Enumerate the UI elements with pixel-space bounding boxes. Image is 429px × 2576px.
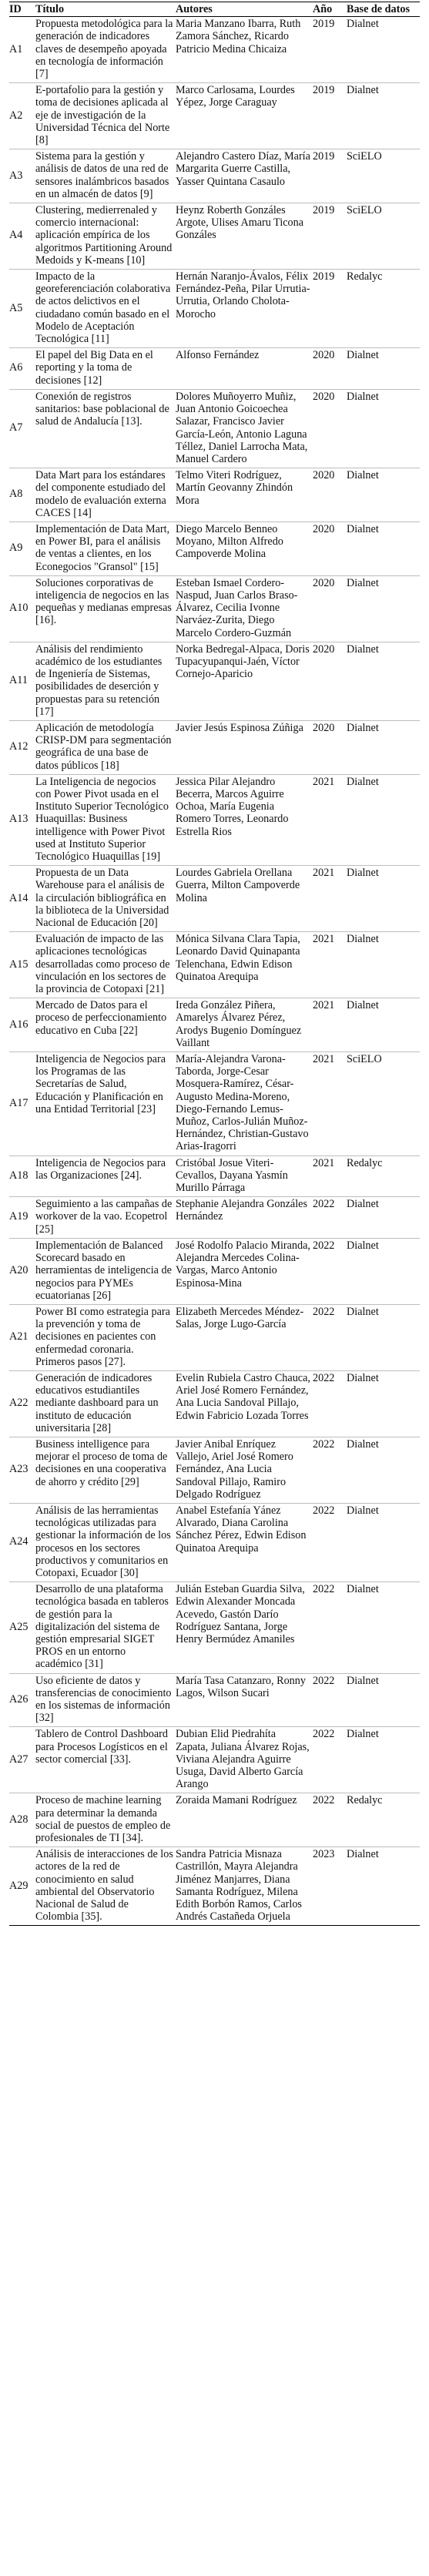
row-authors: Norka Bedregal-Alpaca, Doris Tupacyupanqui-Jaén, Víctor Cornejo-Aparicio <box>176 642 313 720</box>
row-id: A25 <box>9 1582 35 1673</box>
row-id: A12 <box>9 720 35 774</box>
row-authors: Jessica Pilar Alejandro Becerra, Marcos Aguirre Ochoa, María Eugenia Romero Torres, Leonardo Estrella Rios <box>176 774 313 865</box>
row-database: SciELO <box>347 203 420 270</box>
row-database: SciELO <box>347 1052 420 1156</box>
row-title: Data Mart para los estándares del componente estudiado del modelo de evaluación externa CACES [14] <box>35 468 176 522</box>
row-authors: Telmo Viteri Rodríguez, Martín Geovanny Zhindón Mora <box>176 468 313 522</box>
table-row <box>9 1727 420 1793</box>
row-id: A7 <box>9 389 35 468</box>
table-row <box>9 83 420 149</box>
header-database: Base de datos <box>347 2 420 17</box>
row-authors: Diego Marcelo Benneo Moyano, Milton Alfredo Campoverde Molina <box>176 522 313 575</box>
row-database: Dialnet <box>347 468 420 522</box>
row-database: Redalyc <box>347 270 420 348</box>
row-year: 2020 <box>313 642 347 720</box>
table-header <box>9 2 420 17</box>
row-title: Soluciones corporativas de inteligencia de negocios en las pequeñas y medianas empresas [16]. <box>35 575 176 642</box>
row-year: 2019 <box>313 17 347 83</box>
table-row <box>9 1052 420 1156</box>
row-title: E-portafolio para la gestión y toma de decisiones aplicada al eje de investigación de la Universidad Técnica del Norte [8] <box>35 83 176 149</box>
row-year: 2020 <box>313 720 347 774</box>
row-title: Seguimiento a las campañas de workover de la vao. Ecopetrol [25] <box>35 1197 176 1239</box>
row-title: Análisis del rendimiento académico de los estudiantes de Ingeniería de Sistemas, posibilidades de deserción y propuestas para su retención [17] <box>35 642 176 720</box>
header-title: Título <box>35 2 176 17</box>
row-year: 2020 <box>313 575 347 642</box>
row-title: Aplicación de metodología CRISP-DM para segmentación geográfica de una base de datos públicos [18] <box>35 720 176 774</box>
header-year: Año <box>313 2 347 17</box>
row-year: 2019 <box>313 270 347 348</box>
row-id: A18 <box>9 1156 35 1197</box>
row-title: Propuesta metodológica para la generación de indicadores claves de desempeño apoyada en tecnología de información [7] <box>35 17 176 83</box>
row-year: 2023 <box>313 1847 347 1926</box>
row-authors: Marco Carlosama, Lourdes Yépez, Jorge Caraguay <box>176 83 313 149</box>
row-database: Dialnet <box>347 83 420 149</box>
row-authors: Evelin Rubiela Castro Chauca, Ariel José Romero Fernández, Ana Lucia Sandoval Pillajo, Edwin Fabricio Lozada Torres <box>176 1370 313 1437</box>
table-row <box>9 1304 420 1370</box>
row-id: A17 <box>9 1052 35 1156</box>
row-id: A21 <box>9 1304 35 1370</box>
row-authors: Javier Jesús Espinosa Zúñiga <box>176 720 313 774</box>
row-id: A3 <box>9 149 35 203</box>
row-year: 2021 <box>313 932 347 998</box>
row-authors: Ireda González Piñera, Amarelys Álvarez Pérez, Arodys Bugenio Domínguez Vaillant <box>176 998 313 1052</box>
row-year: 2022 <box>313 1793 347 1847</box>
table-row <box>9 1847 420 1926</box>
row-authors: Dubian Elid Piedrahíta Zapata, Juliana Álvarez Rojas, Viviana Alejandra Aguirre Usuga, David Alberto García Arango <box>176 1727 313 1793</box>
row-title: El papel del Big Data en el reporting y la toma de decisiones [12] <box>35 348 176 390</box>
row-title: Clustering, medierrenaled y comercio internacional: aplicación empírica de los algoritmos Partitioning Around Medoids y K-means [10] <box>35 203 176 270</box>
row-id: A8 <box>9 468 35 522</box>
row-id: A11 <box>9 642 35 720</box>
row-year: 2020 <box>313 522 347 575</box>
row-title: Generación de indicadores educativos estudiantiles mediante dashboard para un instituto de educación universitaria [28] <box>35 1370 176 1437</box>
row-authors: María Tasa Catanzaro, Ronny Lagos, Wilson Sucari <box>176 1673 313 1727</box>
row-title: Impacto de la georeferenciación colaborativa de actos delictivos en el ciudadano común basado en el Modelo de Aceptación Tecnológica [11] <box>35 270 176 348</box>
row-authors: Esteban Ismael Cordero-Naspud, Juan Carlos Braso-Álvarez, Cecilia Ivonne Narváez-Zurita, Diego Marcelo Cordero-Guzmán <box>176 575 313 642</box>
row-title: La Inteligencia de negocios con Power Pivot usada en el Instituto Superior Tecnológico Huaquillas: Business intelligence with Power Pivot used at Instituto Superior Tecnológico Huaquillas [19] <box>35 774 176 865</box>
table-row <box>9 1197 420 1239</box>
row-id: A5 <box>9 270 35 348</box>
row-title: Uso eficiente de datos y transferencias de conocimiento en los sistemas de información [32] <box>35 1673 176 1727</box>
row-database: Dialnet <box>347 642 420 720</box>
table-row <box>9 642 420 720</box>
row-database: Dialnet <box>347 1437 420 1503</box>
header-authors: Autores <box>176 2 313 17</box>
table-body <box>9 17 420 1926</box>
row-id: A23 <box>9 1437 35 1503</box>
row-year: 2022 <box>313 1238 347 1304</box>
row-year: 2021 <box>313 1052 347 1156</box>
row-database: Dialnet <box>347 1503 420 1581</box>
row-database: SciELO <box>347 149 420 203</box>
table-row <box>9 774 420 865</box>
row-database: Dialnet <box>347 1847 420 1926</box>
row-year: 2019 <box>313 149 347 203</box>
row-authors: Stephanie Alejandra Gonzáles Hernández <box>176 1197 313 1239</box>
row-id: A29 <box>9 1847 35 1926</box>
table-row <box>9 1793 420 1847</box>
row-authors: Julián Esteban Guardia Silva, Edwin Alexander Moncada Acevedo, Gastón Darío Rodríguez Santana, Jorge Henry Bermúdez Amaniles <box>176 1582 313 1673</box>
row-database: Redalyc <box>347 1156 420 1197</box>
row-authors: Mónica Silvana Clara Tapia, Leonardo David Quinapanta Telenchana, Edwin Edison Quinatoa Arequipa <box>176 932 313 998</box>
row-year: 2020 <box>313 389 347 468</box>
row-authors: Dolores Muñoyerro Muñiz, Juan Antonio Goicoechea Salazar, Francisco Javier García-León, Antonio Laguna Téllez, Daniel Larrocha Mata, Manuel Cardero <box>176 389 313 468</box>
table-row <box>9 1673 420 1727</box>
row-authors: Zoraida Mamani Rodríguez <box>176 1793 313 1847</box>
table-row <box>9 1156 420 1197</box>
row-title: Proceso de machine learning para determinar la demanda social de puestos de empleo de profesionales de TI [34]. <box>35 1793 176 1847</box>
table-row <box>9 1370 420 1437</box>
row-database: Dialnet <box>347 1727 420 1793</box>
row-authors: Elizabeth Mercedes Méndez-Salas, Jorge Lugo-García <box>176 1304 313 1370</box>
row-database: Dialnet <box>347 998 420 1052</box>
row-title: Implementación de Data Mart, en Power BI, para el análisis de ventas a clientes, en los Econegocios "Gransol" [15] <box>35 522 176 575</box>
row-database: Dialnet <box>347 1673 420 1727</box>
row-authors: María-Alejandra Varona-Taborda, Jorge-Cesar Mosquera-Ramírez, César-Augusto Medina-Moreno, Diego-Fernando Lemus-Muñoz, Carlos-Julián Muñoz-Hernández, Christian-Gustavo Arias-Iragorri <box>176 1052 313 1156</box>
row-id: A26 <box>9 1673 35 1727</box>
row-database: Dialnet <box>347 348 420 390</box>
table-row <box>9 149 420 203</box>
row-title: Propuesta de un Data Warehouse para el análisis de la circulación bibliográfica en la biblioteca de la Universidad Nacional de Educación [20] <box>35 866 176 932</box>
studies-table <box>9 2 420 1926</box>
table-row <box>9 348 420 390</box>
row-year: 2021 <box>313 998 347 1052</box>
table-row <box>9 1582 420 1673</box>
row-id: A10 <box>9 575 35 642</box>
row-database: Dialnet <box>347 932 420 998</box>
row-id: A16 <box>9 998 35 1052</box>
row-title: Inteligencia de Negocios para las Organizaciones [24]. <box>35 1156 176 1197</box>
row-authors: Heynz Roberth Gonzáles Argote, Ulises Amaru Ticona Gonzáles <box>176 203 313 270</box>
table-row <box>9 468 420 522</box>
table-row <box>9 720 420 774</box>
row-authors: Javier Anibal Enríquez Vallejo, Ariel José Romero Fernández, Ana Lucia Sandoval Pillajo, Ramiro Delgado Rodríguez <box>176 1437 313 1503</box>
row-authors: Hernán Naranjo-Ávalos, Félix Fernández-Peña, Pilar Urrutia-Urrutia, Orlando Cholota-Morocho <box>176 270 313 348</box>
row-id: A2 <box>9 83 35 149</box>
row-database: Redalyc <box>347 1793 420 1847</box>
row-year: 2019 <box>313 83 347 149</box>
table-row <box>9 932 420 998</box>
row-id: A9 <box>9 522 35 575</box>
table-row <box>9 17 420 83</box>
row-id: A20 <box>9 1238 35 1304</box>
row-database: Dialnet <box>347 1370 420 1437</box>
row-id: A6 <box>9 348 35 390</box>
row-year: 2022 <box>313 1582 347 1673</box>
row-database: Dialnet <box>347 1238 420 1304</box>
table-row <box>9 389 420 468</box>
row-authors: Alfonso Fernández <box>176 348 313 390</box>
row-title: Business intelligence para mejorar el proceso de toma de decisiones en una cooperativa de ahorro y crédito [29] <box>35 1437 176 1503</box>
table-row <box>9 203 420 270</box>
header-row <box>9 2 420 17</box>
row-database: Dialnet <box>347 575 420 642</box>
table-row <box>9 522 420 575</box>
row-year: 2021 <box>313 774 347 865</box>
row-year: 2020 <box>313 348 347 390</box>
table-row <box>9 998 420 1052</box>
row-database: Dialnet <box>347 522 420 575</box>
row-database: Dialnet <box>347 1304 420 1370</box>
row-authors: Anabel Estefanía Yánez Alvarado, Diana Carolina Sánchez Pérez, Edwin Edison Quinatoa Arequipa <box>176 1503 313 1581</box>
row-title: Tablero de Control Dashboard para Procesos Logísticos en el sector comercial [33]. <box>35 1727 176 1793</box>
row-database: Dialnet <box>347 17 420 83</box>
row-year: 2019 <box>313 203 347 270</box>
row-title: Análisis de las herramientas tecnológicas utilizadas para gestionar la información de los procesos en los sectores productivos y comunitarios en Cotopaxi, Ecuador [30] <box>35 1503 176 1581</box>
row-authors: José Rodolfo Palacio Miranda, Alejandra Mercedes Colina-Vargas, Marco Antonio Espinosa-Mina <box>176 1238 313 1304</box>
row-database: Dialnet <box>347 1582 420 1673</box>
table-row <box>9 1238 420 1304</box>
row-id: A15 <box>9 932 35 998</box>
row-id: A24 <box>9 1503 35 1581</box>
table-row <box>9 1503 420 1581</box>
row-year: 2022 <box>313 1673 347 1727</box>
row-title: Evaluación de impacto de las aplicaciones tecnológicas desarrolladas como proceso de vinculación en los sectores de la provincia de Cotopaxi [21] <box>35 932 176 998</box>
row-id: A22 <box>9 1370 35 1437</box>
row-database: Dialnet <box>347 1197 420 1239</box>
row-title: Implementación de Balanced Scorecard basado en herramientas de inteligencia de negocios para PYMEs ecuatorianas [26] <box>35 1238 176 1304</box>
row-year: 2022 <box>313 1727 347 1793</box>
row-id: A28 <box>9 1793 35 1847</box>
row-id: A4 <box>9 203 35 270</box>
row-authors: Alejandro Castero Díaz, María Margarita Guerre Castilla, Yasser Quintana Casaulo <box>176 149 313 203</box>
header-id: ID <box>9 2 35 17</box>
table-row <box>9 270 420 348</box>
row-database: Dialnet <box>347 389 420 468</box>
row-database: Dialnet <box>347 866 420 932</box>
row-title: Power BI como estrategia para la prevención y toma de decisiones en pacientes con enfermedad coronaria. Primeros pasos [27]. <box>35 1304 176 1370</box>
table-row <box>9 575 420 642</box>
row-year: 2020 <box>313 468 347 522</box>
row-database: Dialnet <box>347 720 420 774</box>
row-year: 2022 <box>313 1437 347 1503</box>
row-year: 2022 <box>313 1197 347 1239</box>
row-year: 2022 <box>313 1304 347 1370</box>
row-id: A13 <box>9 774 35 865</box>
row-title: Análisis de interacciones de los actores de la red de conocimiento en salud ambiental del Observatorio Nacional de Salud de Colombia [35]. <box>35 1847 176 1926</box>
table-row <box>9 1437 420 1503</box>
row-title: Desarrollo de una plataforma tecnológica basada en tableros de gestión para la digitalización del sistema de gestión empresarial SIGET PROS en un entorno académico [31] <box>35 1582 176 1673</box>
row-authors: Maria Manzano Ibarra, Ruth Zamora Sánchez, Ricardo Patricio Medina Chicaiza <box>176 17 313 83</box>
row-database: Dialnet <box>347 774 420 865</box>
row-year: 2022 <box>313 1370 347 1437</box>
row-title: Inteligencia de Negocios para los Programas de las Secretarías de Salud, Educación y Planificación en una Entidad Territorial [23] <box>35 1052 176 1156</box>
row-year: 2022 <box>313 1503 347 1581</box>
row-year: 2021 <box>313 866 347 932</box>
row-title: Sistema para la gestión y análisis de datos de una red de sensores inalámbricos basados en un almacén de datos [9] <box>35 149 176 203</box>
row-id: A19 <box>9 1197 35 1239</box>
row-id: A27 <box>9 1727 35 1793</box>
table-row <box>9 866 420 932</box>
row-id: A14 <box>9 866 35 932</box>
row-title: Conexión de registros sanitarios: base poblacional de salud de Andalucía [13]. <box>35 389 176 468</box>
row-year: 2021 <box>313 1156 347 1197</box>
row-title: Mercado de Datos para el proceso de perfeccionamiento educativo en Cuba [22] <box>35 998 176 1052</box>
row-authors: Cristóbal Josue Viteri-Cevallos, Dayana Yasmín Murillo Párraga <box>176 1156 313 1197</box>
row-authors: Sandra Patricia Misnaza Castrillón, Mayra Alejandra Jiménez Manjarres, Diana Samanta Rodríguez, Milena Edith Borbón Ramos, Carlos Andrés Castañeda Orjuela <box>176 1847 313 1926</box>
row-authors: Lourdes Gabriela Orellana Guerra, Milton Campoverde Molina <box>176 866 313 932</box>
row-id: A1 <box>9 17 35 83</box>
